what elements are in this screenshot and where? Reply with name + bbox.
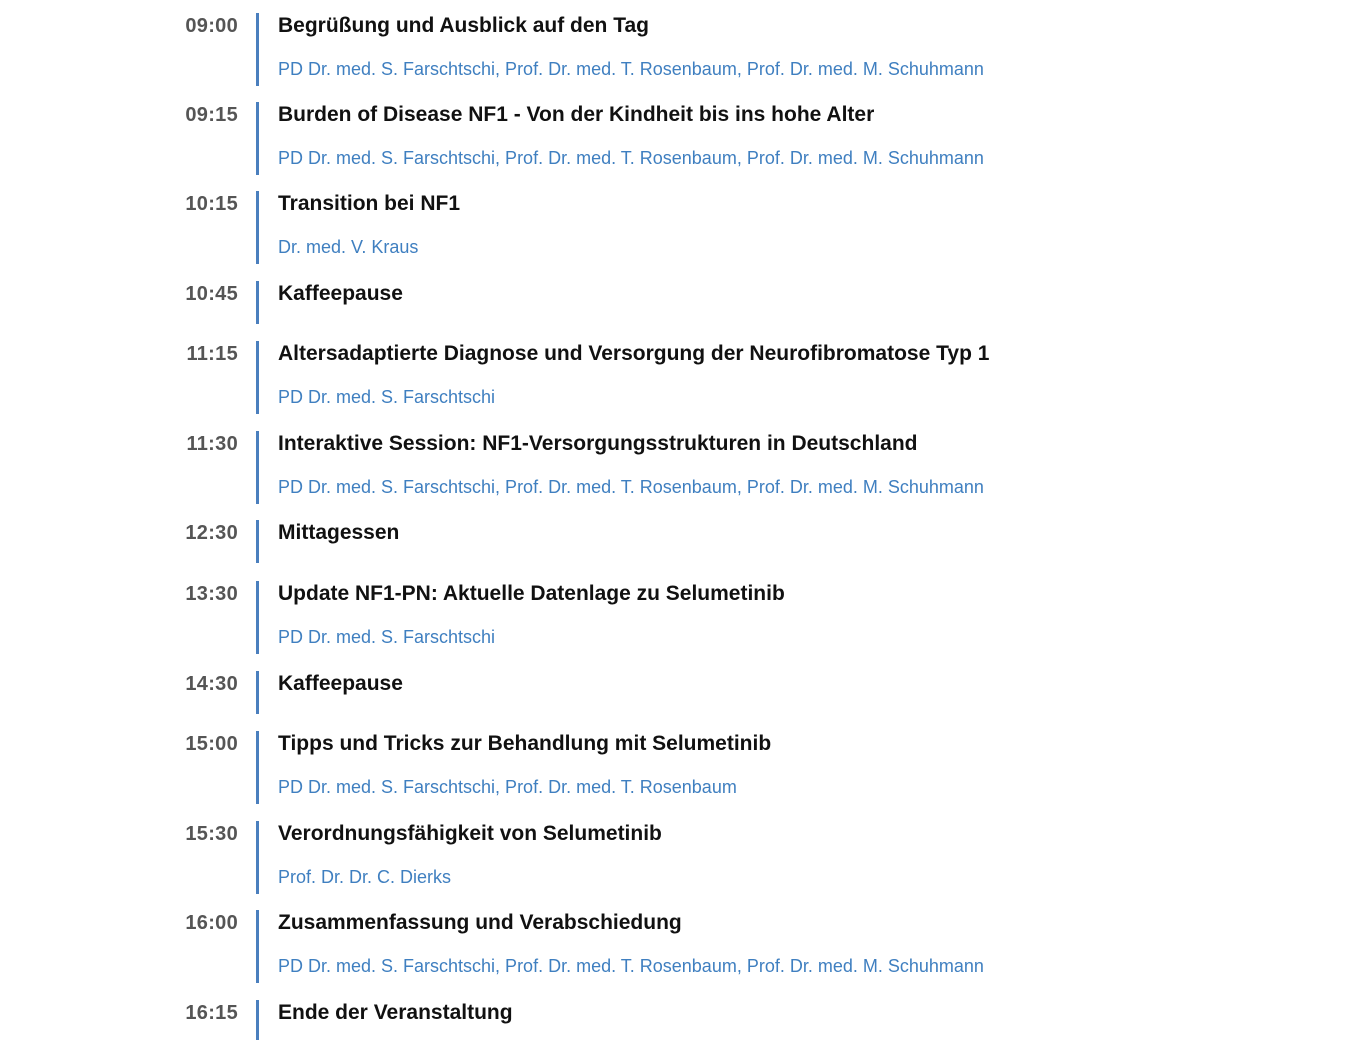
agenda-title: Zusammenfassung und Verabschiedung: [278, 911, 682, 934]
timeline-bar: [256, 671, 259, 714]
agenda-speakers: PD Dr. med. S. Farschtschi, Prof. Dr. med. T. Rosenbaum, Prof. Dr. med. M. Schuhmann: [278, 148, 984, 168]
agenda-title: Kaffeepause: [278, 672, 403, 695]
timeline-bar: [256, 13, 259, 86]
timeline-bar: [256, 191, 259, 264]
agenda-title: Begrüßung und Ausblick auf den Tag: [278, 14, 649, 37]
agenda-time: 09:00: [185, 15, 238, 37]
agenda-time: 09:15: [185, 104, 238, 126]
agenda-time: 10:15: [185, 193, 238, 215]
agenda-time: 16:15: [185, 1002, 238, 1024]
timeline-bar: [256, 731, 259, 804]
timeline-bar: [256, 910, 259, 983]
agenda-time: 13:30: [185, 583, 238, 605]
agenda-speakers: PD Dr. med. S. Farschtschi, Prof. Dr. med. T. Rosenbaum, Prof. Dr. med. M. Schuhmann: [278, 956, 984, 976]
agenda-speakers: PD Dr. med. S. Farschtschi, Prof. Dr. med. T. Rosenbaum, Prof. Dr. med. M. Schuhmann: [278, 477, 984, 497]
agenda-time: 12:30: [185, 522, 238, 544]
agenda-time: 15:00: [185, 733, 238, 755]
agenda-time: 11:15: [186, 343, 238, 365]
timeline-bar: [256, 102, 259, 175]
timeline-bar: [256, 1000, 259, 1040]
agenda-title: Tipps und Tricks zur Behandlung mit Selumetinib: [278, 732, 772, 755]
agenda-speakers: PD Dr. med. S. Farschtschi, Prof. Dr. med. T. Rosenbaum, Prof. Dr. med. M. Schuhmann: [278, 59, 984, 79]
agenda-time: 11:30: [186, 433, 238, 455]
agenda-speakers: Dr. med. V. Kraus: [278, 237, 419, 257]
agenda-title: Interaktive Session: NF1-Versorgungsstrukturen in Deutschland: [278, 432, 918, 455]
agenda-title: Ende der Veranstaltung: [278, 1001, 513, 1024]
agenda-speakers: Prof. Dr. Dr. C. Dierks: [278, 867, 452, 887]
agenda-time: 10:45: [185, 283, 238, 305]
agenda-title: Verordnungsfähigkeit von Selumetinib: [278, 822, 662, 845]
agenda-title: Burden of Disease NF1 - Von der Kindheit bis ins hohe Alter: [278, 103, 875, 126]
timeline-bar: [256, 520, 259, 563]
agenda-time: 16:00: [185, 912, 238, 934]
agenda-time: 15:30: [185, 823, 238, 845]
agenda-speakers: PD Dr. med. S. Farschtschi, Prof. Dr. med. T. Rosenbaum: [278, 777, 737, 797]
agenda-title: Transition bei NF1: [278, 192, 461, 215]
agenda-speakers: PD Dr. med. S. Farschtschi: [278, 627, 496, 647]
timeline-bar: [256, 341, 259, 414]
agenda-time: 14:30: [185, 673, 238, 695]
agenda-title: Kaffeepause: [278, 282, 403, 305]
timeline-bar: [256, 281, 259, 324]
agenda-title: Altersadaptierte Diagnose und Versorgung der Neurofibromatose Typ 1: [278, 342, 990, 365]
agenda-speakers: PD Dr. med. S. Farschtschi: [278, 387, 496, 407]
agenda-title: Update NF1-PN: Aktuelle Datenlage zu Selumetinib: [278, 582, 785, 605]
agenda-title: Mittagessen: [278, 521, 400, 544]
timeline-bar: [256, 431, 259, 504]
timeline-bar: [256, 821, 259, 894]
timeline-bar: [256, 581, 259, 654]
